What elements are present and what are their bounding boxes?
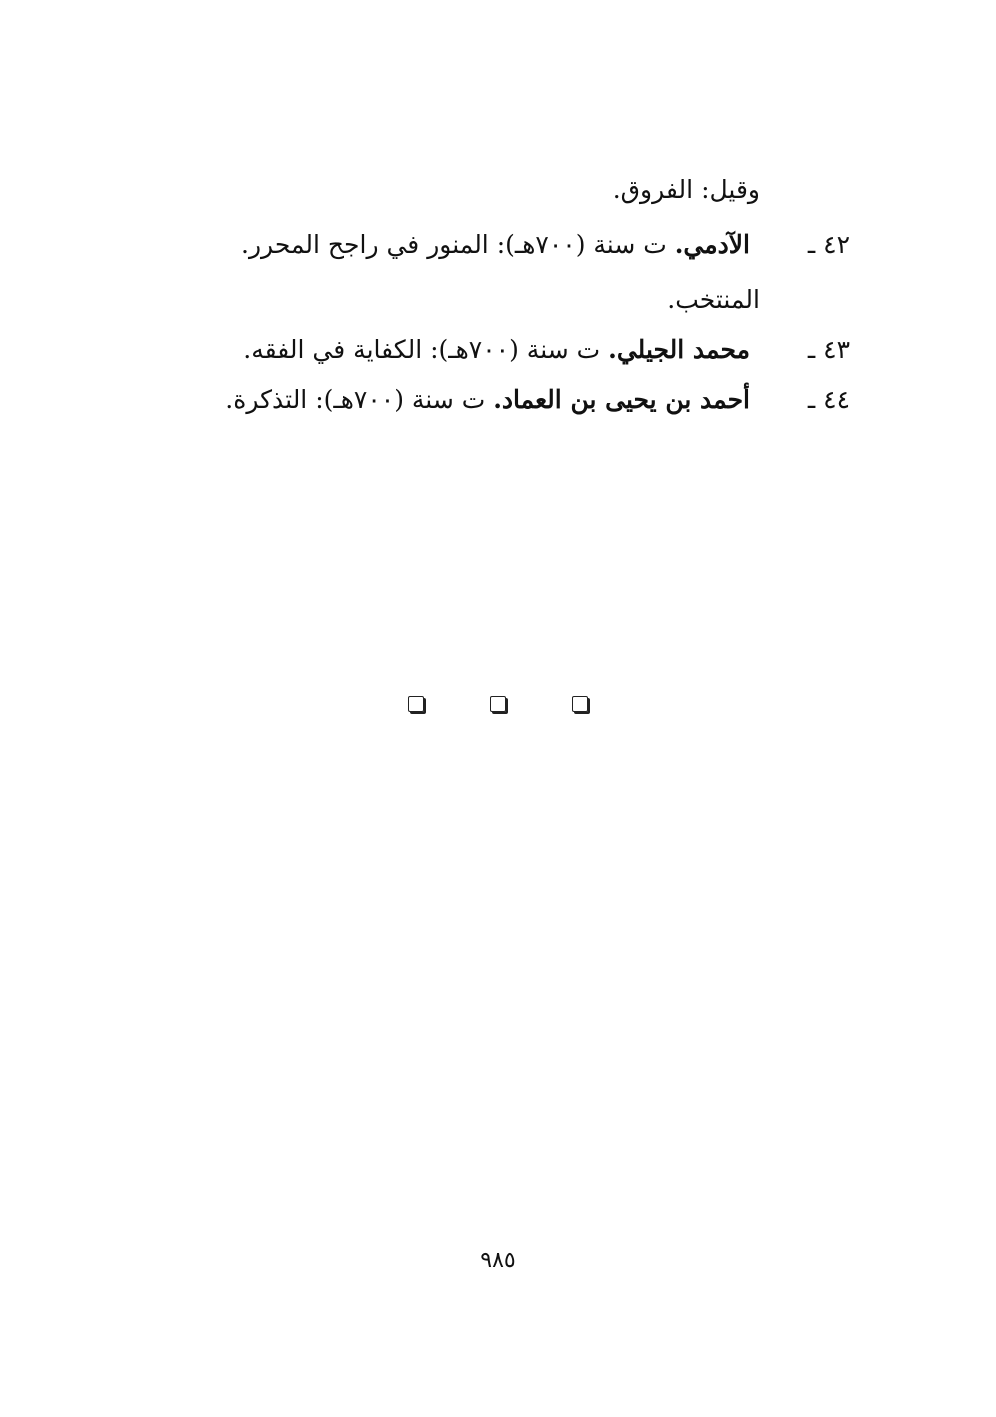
page-number: ٩٨٥ [480,1248,516,1273]
entry-43 [243,330,850,370]
entry-details: ت سنة (٧٠٠هـ): الكفاية في الفقه. [243,335,609,364]
entry-name: محمد الجيلي. [608,335,750,364]
square-ornament-icon [490,696,506,712]
text-line-continuation [613,170,760,210]
line-text: المنتخب. [667,285,760,314]
square-ornament-icon [572,696,588,712]
entry-name: الآدمي. [674,230,750,259]
section-separator [408,693,588,717]
entry-44 [225,380,850,420]
line-text: وقيل: الفروق. [612,175,760,204]
entry-number: ٤٣ ـ [807,335,850,364]
entry-name: أحمد بن يحيى بن العماد. [493,385,750,414]
entry-42 [241,225,850,265]
entry-number: ٤٤ ـ [807,385,850,414]
square-ornament-icon [408,696,424,712]
entry-details: ت سنة (٧٠٠هـ): المنور في راجح المحرر. [241,230,675,259]
entry-details: ت سنة (٧٠٠هـ): التذكرة. [225,385,494,414]
entry-number: ٤٢ ـ [807,230,850,259]
text-line-continuation [667,280,760,320]
